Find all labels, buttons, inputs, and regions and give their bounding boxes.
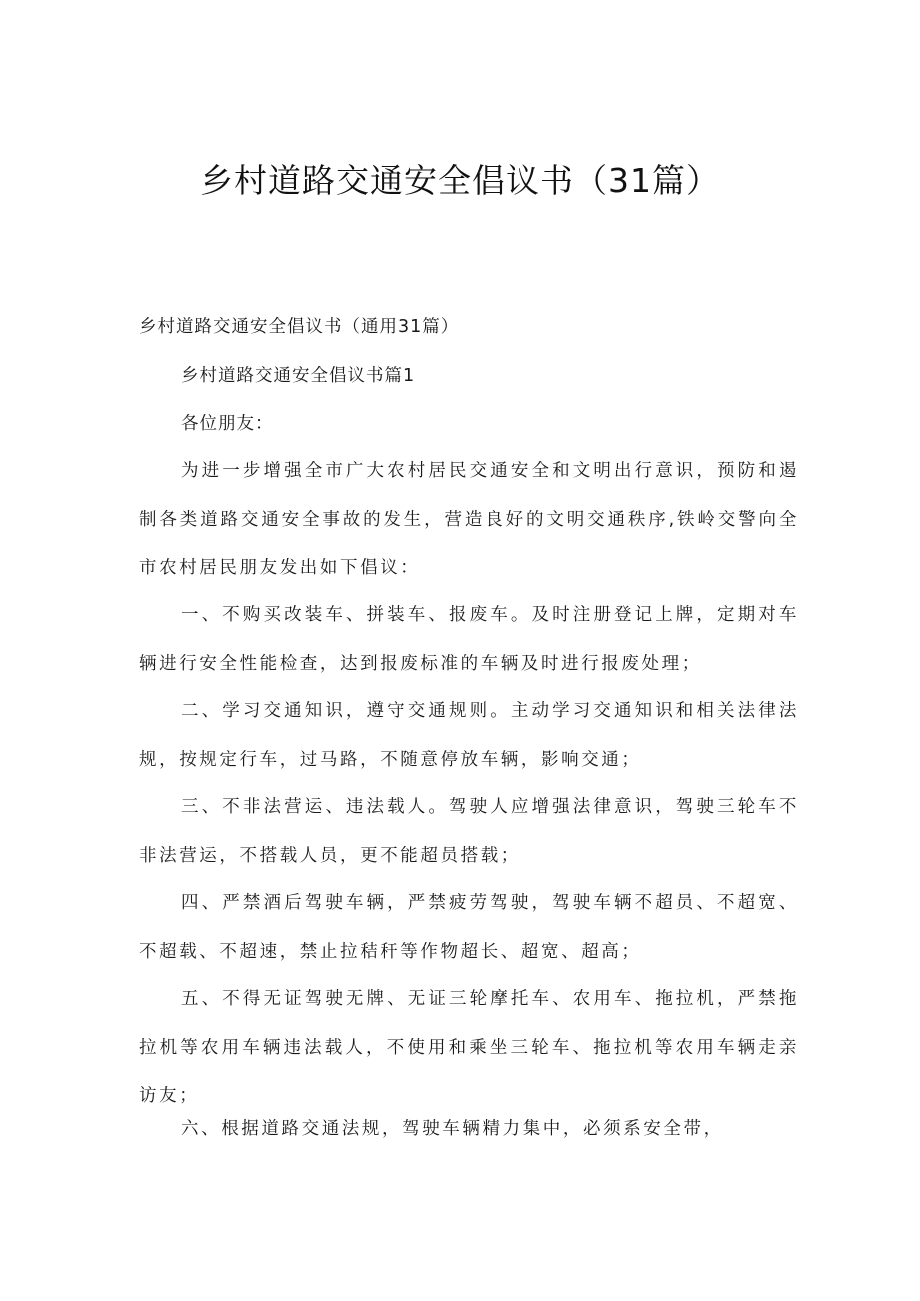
paragraph-item-1: 一、不购买改装车、拼装车、报废车。及时注册登记上牌，定期对车辆进行安全性能检查，达到报废标准的车辆及时进行报废处理； <box>139 605 799 674</box>
paragraph-item-5: 五、不得无证驾驶无牌、无证三轮摩托车、农用车、拖拉机，严禁拖拉机等农用车辆违法载人，不使用和乘坐三轮车、拖拉机等农用车辆走亲访友； <box>139 989 799 1106</box>
paragraph-intro: 为进一步增强全市广大农村居民交通安全和文明出行意识，预防和遏制各类道路交通安全事故的发生，营造良好的文明交通秩序,铁岭交警向全市农村居民朋友发出如下倡议： <box>139 461 799 578</box>
document-title: 乡村道路交通安全倡议书（31篇） <box>200 161 720 200</box>
paragraph-item-6: 六、根据道路交通法规，驾驶车辆精力集中，必须系安全带， <box>181 1119 724 1139</box>
salutation: 各位朋友： <box>181 414 274 434</box>
document-subtitle: 乡村道路交通安全倡议书（通用31篇） <box>139 317 460 337</box>
chapter-heading: 乡村道路交通安全倡议书篇1 <box>181 366 416 386</box>
paragraph-item-4: 四、严禁酒后驾驶车辆，严禁疲劳驾驶，驾驶车辆不超员、不超宽、不超载、不超速，禁止拉秸秆等作物超长、超宽、超高； <box>139 893 799 962</box>
paragraph-item-3: 三、不非法营运、违法载人。驾驶人应增强法律意识，驾驶三轮车不非法营运，不搭载人员，更不能超员搭载； <box>139 797 799 866</box>
paragraph-item-2: 二、学习交通知识，遵守交通规则。主动学习交通知识和相关法律法规，按规定行车，过马路，不随意停放车辆，影响交通； <box>139 701 799 770</box>
